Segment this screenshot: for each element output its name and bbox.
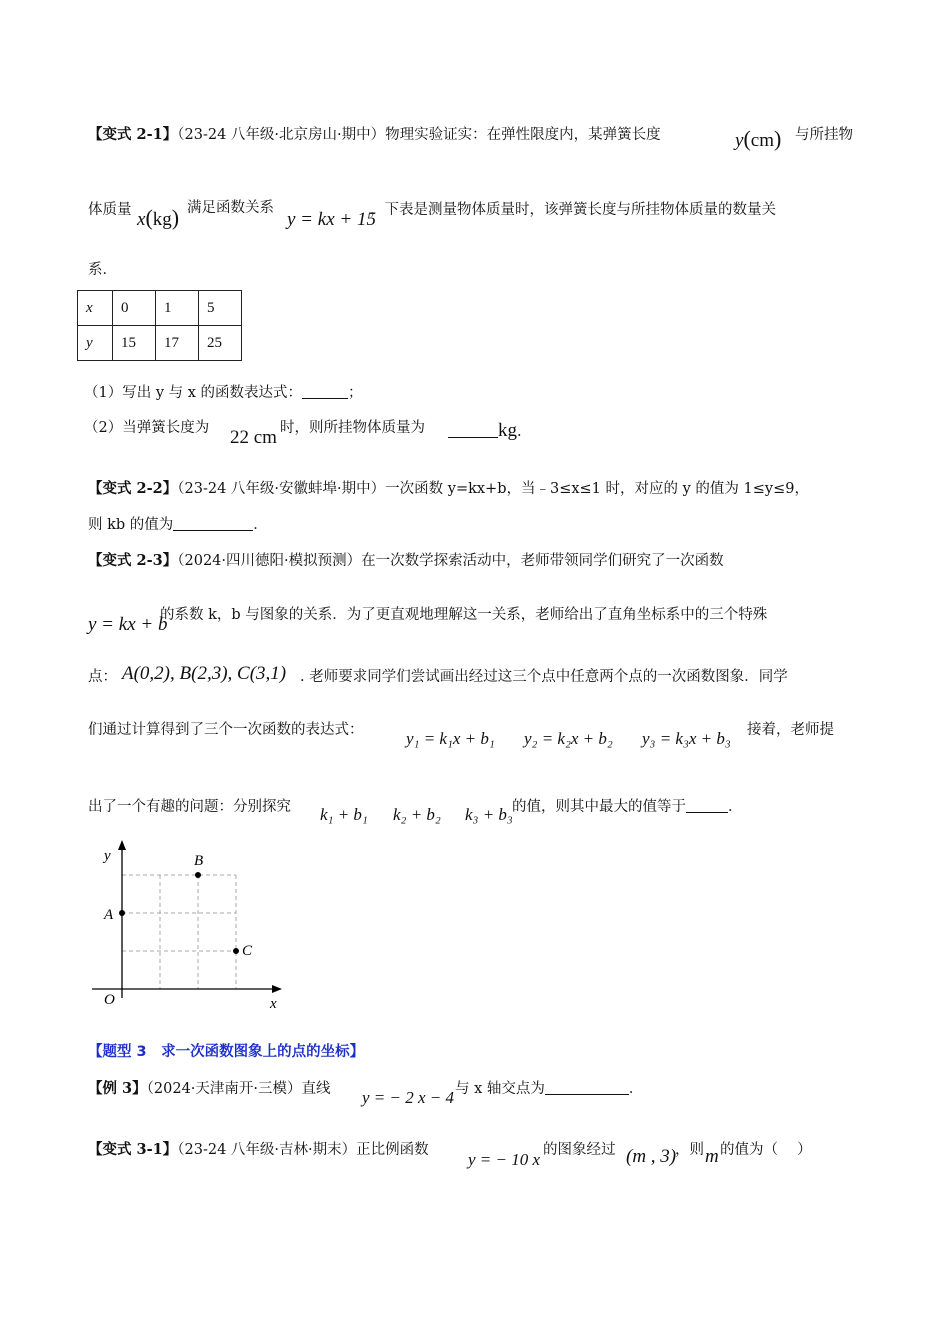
v23-text5b: 的值，则其中最大的值等于 [512, 799, 686, 815]
equation-3: y₃ = k₃x + b₃ [642, 729, 731, 748]
q2-length: 22 cm [230, 427, 277, 448]
kg-unit: kg [152, 209, 172, 230]
x-axis-label: x [270, 996, 277, 1012]
table-cell: 15 [113, 326, 156, 361]
dashed-grid [122, 875, 236, 989]
answer-blank[interactable] [686, 798, 728, 813]
v23-text3a: 点： [88, 669, 117, 685]
v21-length-unit: y(cm) [735, 126, 782, 151]
table-cell: 17 [156, 326, 199, 361]
v23-source: （2024·四川德阳·模拟预测） [177, 553, 362, 569]
answer-blank[interactable] [448, 423, 498, 438]
v22-text: 一次函数 y=kx+b，当﹣3≤x≤1 时，对应的 y 的值为 1≤y≤9， [385, 481, 809, 497]
ex3-tag: 【例 3】 [88, 1080, 147, 1097]
v21-q1 [84, 381, 363, 402]
v23-tag: 【变式 2-3】 [88, 552, 178, 569]
figure-points [103, 853, 253, 959]
m-var: m [705, 1146, 719, 1167]
equation-2: y₂ = k₂x + b₂ [524, 729, 613, 748]
point-c [233, 948, 239, 954]
y-arrow-icon [118, 840, 126, 850]
ex3-line [88, 1077, 331, 1098]
data-table [77, 290, 242, 361]
v21-text: 物理实验证实：在弹性限度内，某弹簧长度 [385, 127, 661, 143]
x-arrow-icon [272, 985, 282, 993]
v23-text4a: 们通过计算得到了三个一次函数的表达式： [88, 722, 364, 738]
table-cell: y [78, 326, 113, 361]
x-var: x [137, 209, 146, 230]
v31-tag: 【变式 3-1】 [88, 1141, 178, 1158]
v22-source: （23-24 八年级·安徽蚌埠·期中） [177, 481, 386, 497]
sum-1: k₁ + b₁ [320, 805, 368, 824]
cm-unit: cm [750, 130, 774, 151]
v23-text5a: 出了一个有趣的问题：分别探究 [88, 799, 291, 815]
v22-tag: 【变式 2-2】 [88, 480, 178, 497]
ex3-end: ． [628, 1081, 644, 1097]
table-cell: 5 [199, 291, 242, 326]
v21-line1 [88, 123, 661, 144]
v23-line1 [88, 549, 724, 570]
v21-text3: 系． [88, 262, 117, 278]
point-a [119, 910, 125, 916]
q1-end: ； [348, 385, 363, 401]
v23-text3b: . 老师要求同学们尝试画出经过这三个点中任意两个点的一次函数图象．同学 [300, 669, 788, 685]
q2-answer [448, 420, 522, 442]
v31-line [88, 1138, 429, 1159]
ex3-formula: y = − 2 x − 4 [362, 1088, 455, 1107]
point-label-b: B [194, 853, 204, 869]
v23-line5-end [512, 795, 743, 816]
v22-end: ． [253, 517, 268, 533]
q2-end: . [517, 424, 522, 440]
q2-mid: 时，则所挂物体质量为 [280, 420, 425, 436]
point-label-a: A [104, 907, 114, 923]
table-row [78, 291, 242, 326]
v22-line1 [88, 477, 809, 498]
ex3-text2: 与 x 轴交点为 [455, 1081, 545, 1097]
v23-formula: y = kx + b [88, 614, 168, 635]
q2-text: （2）当弹簧长度为 [84, 420, 210, 436]
y-axis-label: y [104, 848, 111, 864]
v21-mass-unit: x(kg) [137, 205, 180, 230]
answer-blank[interactable] [545, 1080, 629, 1095]
ex3-text1: 直线 [301, 1081, 331, 1097]
table-cell: 1 [156, 291, 199, 326]
table-cell: x [78, 291, 113, 326]
answer-blank[interactable] [173, 516, 253, 531]
v31-text1: 正比例函数 [356, 1142, 429, 1158]
v23-end: ． [728, 799, 743, 815]
origin-label: O [104, 992, 115, 1008]
v21-text2b: 满足函数关系 [187, 200, 274, 216]
coordinate-figure [88, 838, 298, 1018]
v21-line1-end: 与所挂物 [795, 127, 853, 143]
v21-line2 [88, 198, 132, 219]
v21-text2a: 体质量 [88, 202, 132, 218]
v31-text2: 的图象经过 [543, 1142, 616, 1158]
answer-blank[interactable] [302, 384, 348, 399]
table-cell: 25 [199, 326, 242, 361]
v23-text2: 的系数 k，b 与图象的关系．为了更直观地理解这一关系，老师给出了直角坐标系中的三个特殊 [160, 607, 768, 623]
y-var: y [735, 130, 744, 151]
v31-text3: ，则 [675, 1142, 704, 1158]
point-b [195, 872, 201, 878]
ex3-source: （2024·天津南开·三模） [146, 1081, 302, 1097]
q1-text: （1）写出 y 与 x 的函数表达式： [84, 385, 303, 401]
v22-line2 [88, 513, 268, 534]
equation-1: y₁ = k₁x + b₁ [406, 729, 495, 748]
ex3-line-end [455, 1077, 643, 1098]
v22-text2: 则 kb 的值为 [88, 517, 174, 533]
special-points: A(0,2), B(2,3), C(3,1) [122, 663, 287, 684]
v31-formula: y = − 10 x [468, 1150, 541, 1169]
kg-unit: kg [498, 420, 517, 441]
v31-point: (m , 3) [626, 1146, 677, 1167]
v23-text4b: 接着，老师提 [747, 722, 834, 738]
v21-q2 [84, 416, 209, 437]
section-heading: 【题型 3 求一次函数图象上的点的坐标】 [88, 1044, 365, 1060]
v21-tag: 【变式 2-1】 [88, 126, 178, 143]
table-row [78, 326, 242, 361]
sum-3: k₃ + b₃ [465, 805, 513, 824]
table-cell: 0 [113, 291, 156, 326]
v31-source: （23-24 八年级·吉林·期末） [177, 1142, 357, 1158]
v21-formula: y = kx + 15 [287, 209, 376, 230]
v23-text1: 在一次数学探索活动中，老师带领同学们研究了一次函数 [361, 553, 724, 569]
v21-source: （23-24 八年级·北京房山·期中） [177, 127, 386, 143]
v31-text4: 的值为（ ） [720, 1142, 812, 1158]
point-label-c: C [242, 943, 253, 959]
v21-text2c: ，下表是测量物体质量时，该弹簧长度与所挂物体质量的数量关 [370, 202, 776, 218]
sum-2: k₂ + b₂ [393, 805, 441, 824]
